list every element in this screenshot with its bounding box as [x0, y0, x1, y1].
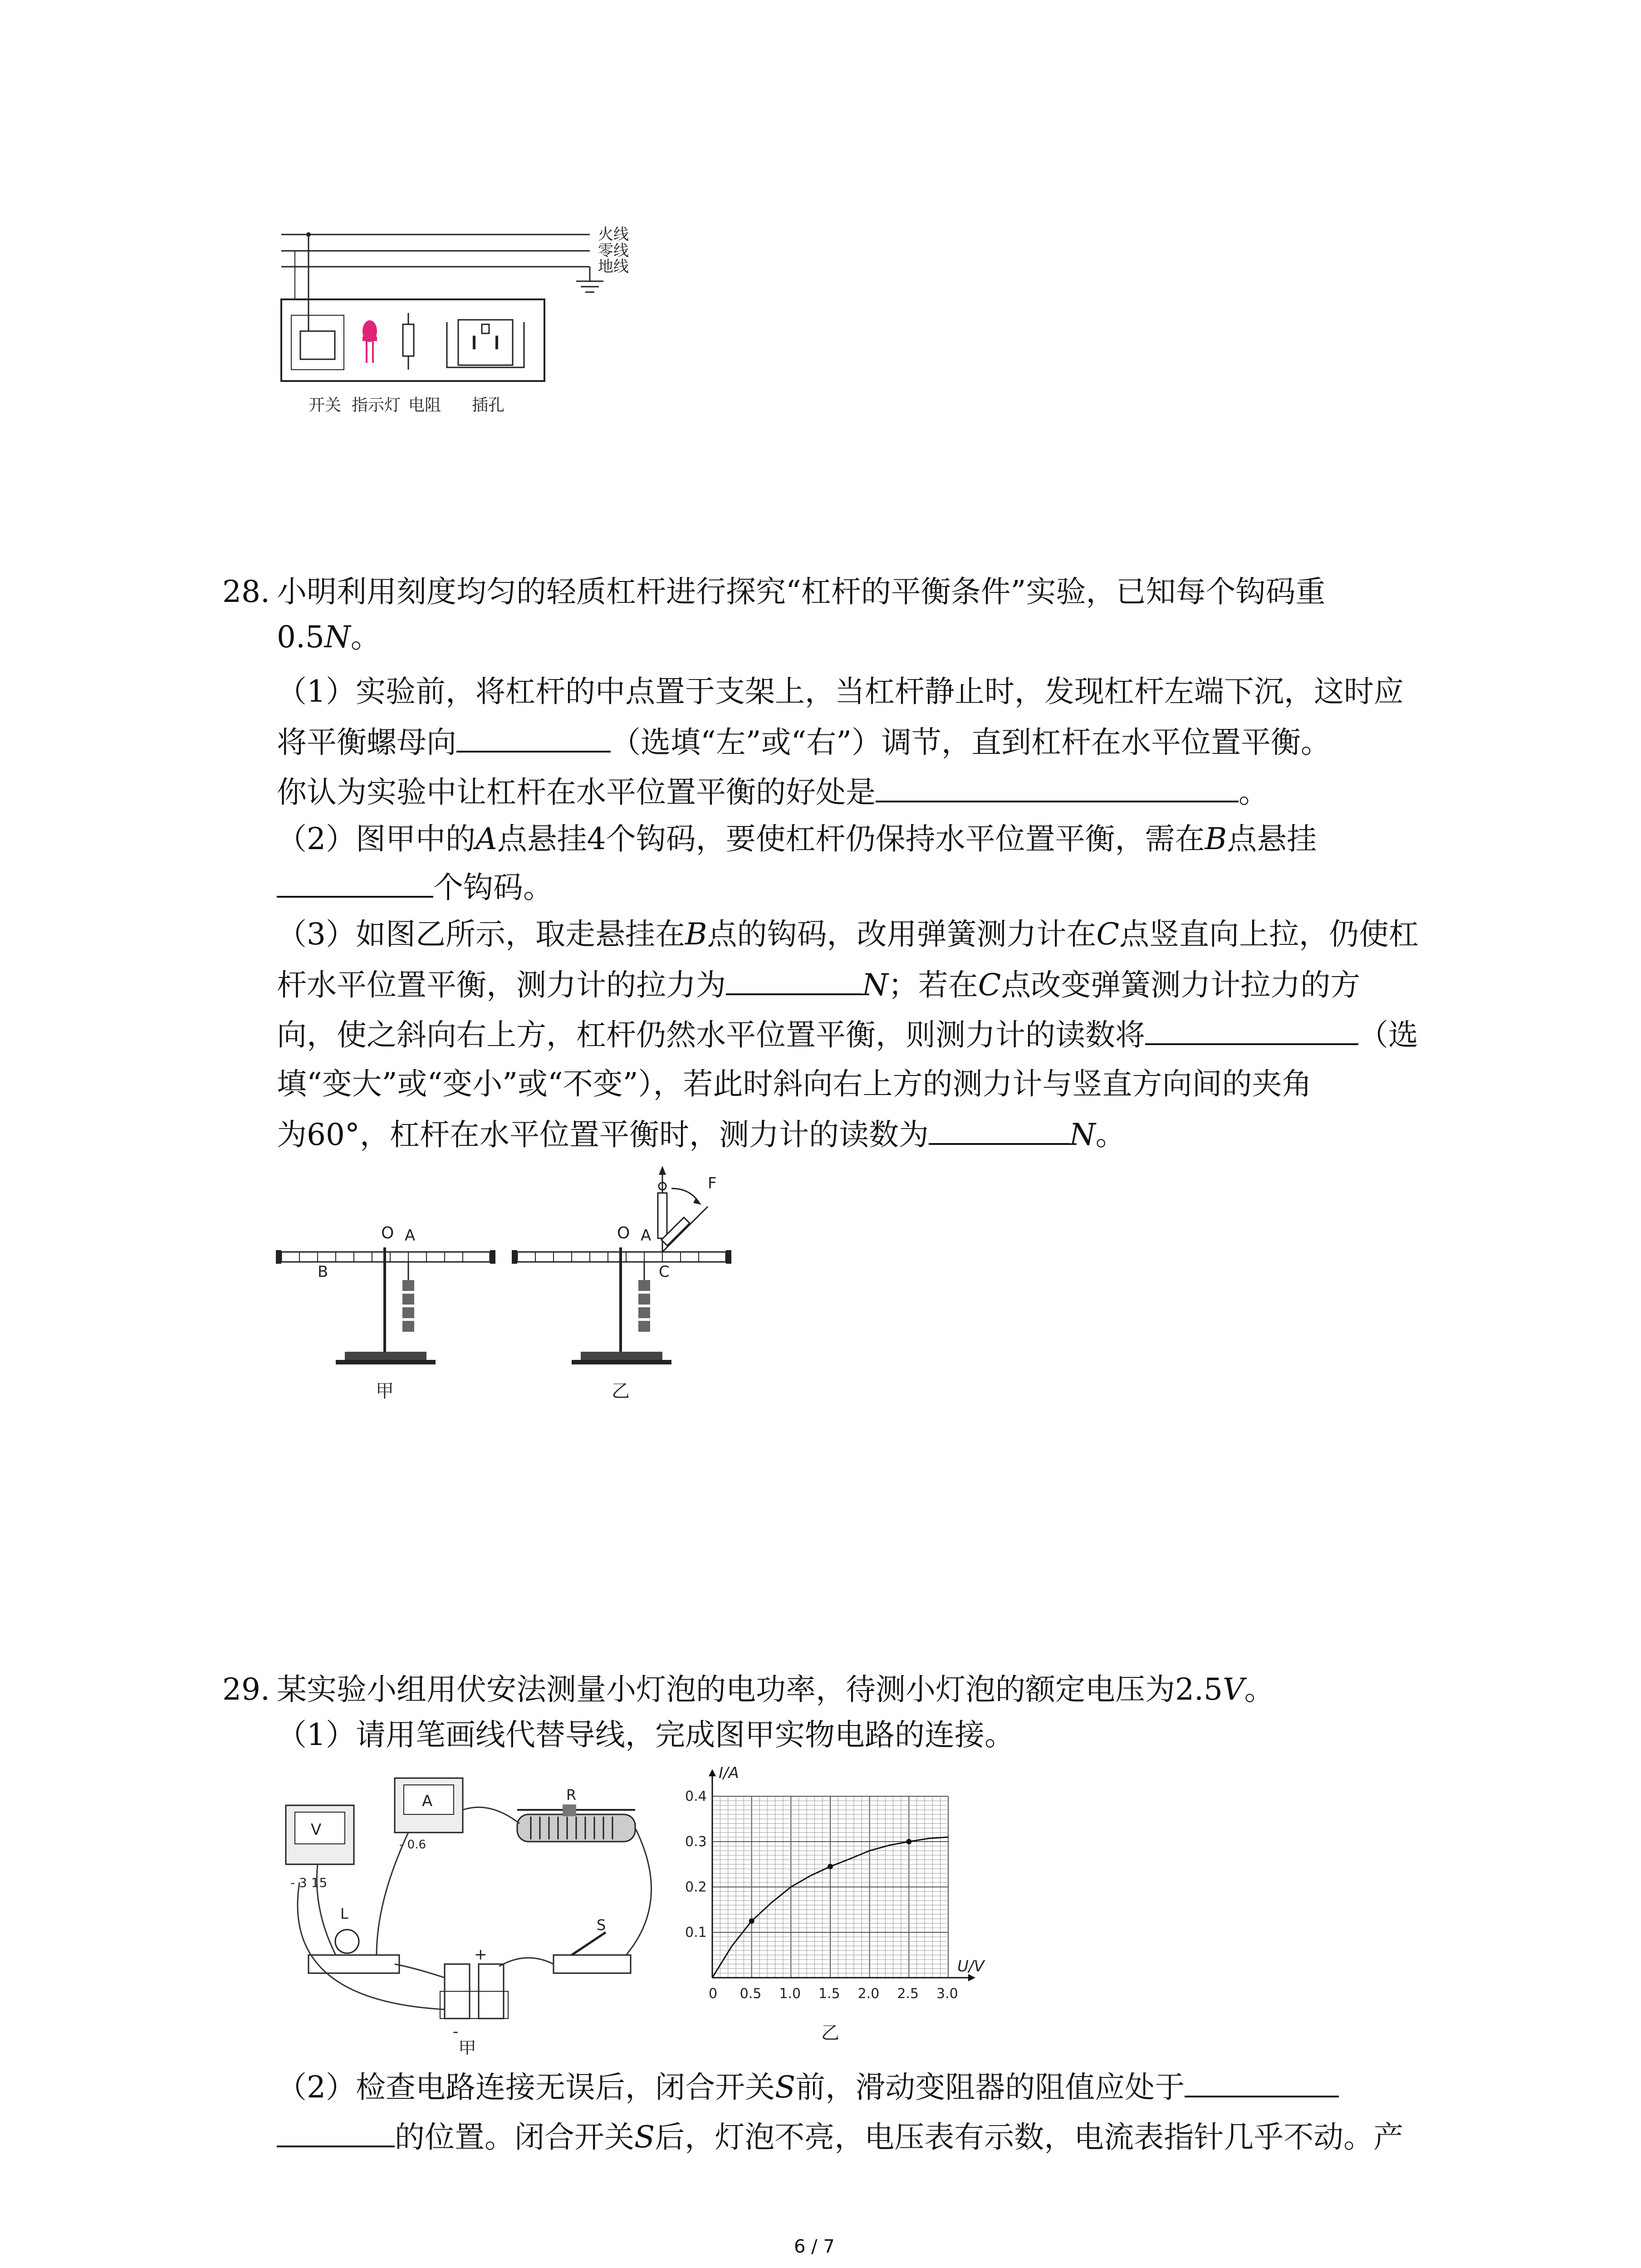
x-tick-label: 0: [709, 1986, 718, 2002]
q28-intro-line2: 0.5N。: [277, 620, 381, 655]
lever-jia: [276, 1224, 495, 1402]
lamp: [335, 1930, 359, 1953]
jia-label-o: O: [381, 1224, 394, 1242]
q28-part3-line5: 为60°，杠杆在水平位置平衡时，测力计的读数为 N。: [277, 1111, 1126, 1158]
jia-label-b: B: [318, 1263, 328, 1281]
q28-blank-benefit[interactable]: [876, 769, 1239, 802]
label-resistor: 电阻: [408, 396, 441, 415]
yi-label-a: A: [641, 1227, 652, 1245]
label-r: R: [566, 1786, 577, 1804]
q28-blank-hooks[interactable]: [277, 864, 433, 898]
q28-number: 28.: [222, 574, 270, 609]
q29-blank-position-2[interactable]: [277, 2114, 395, 2147]
iu-data-point: [749, 1918, 754, 1924]
ammeter-terminals: - 0.6: [399, 1838, 426, 1852]
graph-grid: [712, 1796, 948, 1978]
q28-intro-line1: 小明利用刻度均匀的轻质杠杆进行探究“杠杆的平衡条件”实验，已知每个钩码重: [277, 574, 1326, 609]
q28-part1-line2: 将平衡螺母向 （选填“左”或“右”）调节，直到杠杆在水平位置平衡。: [277, 719, 1331, 765]
q28-blank-reading[interactable]: [929, 1111, 1069, 1145]
yi-label-o: O: [617, 1224, 630, 1242]
line-label-live: 火线: [598, 225, 629, 244]
lever-yi: [512, 1166, 731, 1402]
label-s: S: [597, 1916, 606, 1934]
line-label-ground: 地线: [598, 258, 629, 276]
x-tick-label: 2.0: [857, 1986, 880, 2002]
iu-data-point: [828, 1864, 833, 1869]
q28-blank-direction[interactable]: [456, 719, 611, 753]
label-indicator: 指示灯: [352, 396, 401, 415]
q28-part3-line2: 杆水平位置平衡，测力计的拉力为 N；若在C点改变弹簧测力计拉力的方: [277, 962, 1360, 1008]
graph-x-label: U/V: [957, 1957, 985, 1975]
y-tick-label: 0.4: [685, 1789, 707, 1804]
q29-intro: 某实验小组用伏安法测量小灯泡的电功率，待测小灯泡的额定电压为2.5V。: [277, 1672, 1274, 1707]
y-tick-label: 0.3: [685, 1834, 707, 1850]
q29-number: 29.: [222, 1672, 270, 1707]
q29-part2-line1: （2）检查电路连接无误后，闭合开关S前，滑动变阻器的阻值应处于: [277, 2064, 1339, 2110]
q28-blank-force[interactable]: [726, 962, 862, 995]
wiring-figure: [272, 218, 681, 431]
q28-part3-line3: 向，使之斜向右上方，杠杆仍然水平位置平衡，则测力计的读数将 （选: [277, 1012, 1418, 1058]
circuit-caption: 甲: [458, 2038, 476, 2055]
label-minus: -: [453, 2023, 459, 2041]
q28-blank-change[interactable]: [1145, 1012, 1358, 1045]
line-label-neutral: 零线: [598, 242, 629, 260]
q29-part2-line2: 的位置。闭合开关S后，灯泡不亮，电压表有示数，电流表指针几乎不动。产: [277, 2114, 1403, 2160]
jia-label-a: A: [405, 1227, 416, 1245]
iu-graph: [681, 1760, 1007, 2050]
q28-part2-line2: 个钩码。: [277, 864, 553, 910]
x-tick-label: 2.5: [897, 1986, 919, 2002]
q29-blank-position-1[interactable]: [1185, 2064, 1339, 2097]
label-plus: +: [474, 1945, 487, 1964]
jia-caption: 甲: [376, 1381, 394, 1402]
page-number: 6 / 7: [794, 2236, 835, 2257]
lever-figure: [272, 1161, 771, 1424]
label-l: L: [340, 1905, 348, 1922]
label-socket: 插孔: [472, 396, 505, 415]
voltmeter-terminals: - 3 15: [290, 1875, 328, 1890]
q28-part2-line1: （2）图甲中的A点悬挂4个钩码，要使杠杆仍保持水平位置平衡，需在B点悬挂: [277, 821, 1317, 856]
yi-label-c: C: [659, 1263, 670, 1281]
x-tick-label: 1.0: [779, 1986, 801, 2002]
q28-part1-line1: （1）实验前，将杠杆的中点置于支架上，当杠杆静止时，发现杠杆左端下沉，这时应: [277, 674, 1404, 709]
yi-caption: 乙: [612, 1381, 630, 1402]
q28-part1-line3: 你认为实验中让杠杆在水平位置平衡的好处是 。: [277, 769, 1269, 815]
lamp-base: [309, 1955, 399, 1973]
switch: [554, 1955, 631, 1973]
label-switch: 开关: [309, 396, 342, 415]
iu-data-point: [906, 1839, 911, 1844]
x-tick-label: 1.5: [818, 1986, 840, 2002]
svg-text:A: A: [422, 1792, 433, 1810]
graph-caption: 乙: [821, 2023, 839, 2043]
yi-label-f: F: [708, 1174, 717, 1193]
circuit-figure: [272, 1765, 681, 2055]
svg-text:V: V: [311, 1821, 322, 1839]
x-tick-label: 0.5: [740, 1986, 762, 2002]
q29-part1: （1）请用笔画线代替导线，完成图甲实物电路的连接。: [277, 1717, 1014, 1752]
q28-part3-line1: （3）如图乙所示，取走悬挂在B点的钩码，改用弹簧测力计在C点竖直向上拉，仍使杠: [277, 917, 1419, 952]
y-tick-label: 0.1: [685, 1925, 707, 1941]
x-tick-label: 3.0: [936, 1986, 958, 2002]
q28-part3-line4: 填“变大”或“变小”或“不变”），若此时斜向右上方的测力计与竖直方向间的夹角: [277, 1066, 1312, 1101]
graph-y-label: I/A: [719, 1764, 739, 1782]
y-tick-label: 0.2: [685, 1879, 707, 1895]
